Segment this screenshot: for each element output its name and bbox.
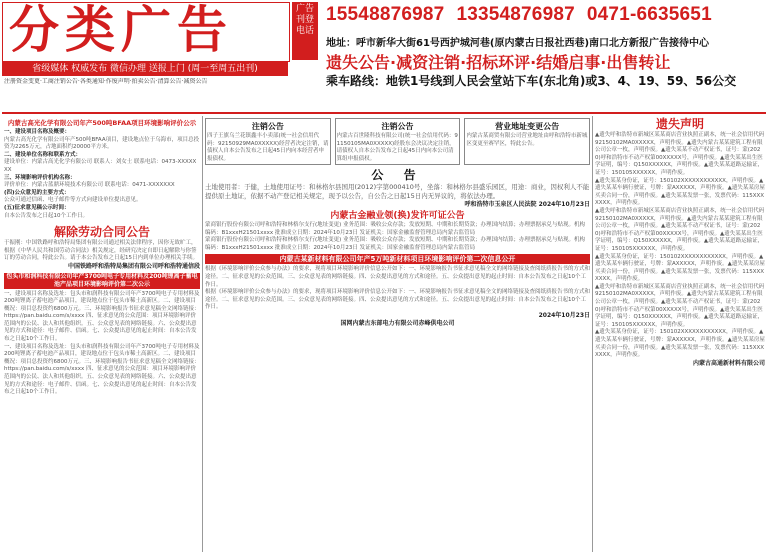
address-change-title: 营业地址变更公告 bbox=[495, 122, 560, 131]
lost-declaration-body: ▲遗失某某身份证，证号：150102XXXXXXXXXXXX，声明作废。▲遗失某某车辆行驶证，号牌：蒙AXXXXX，声明作废。▲遗失某某房屋买卖合同一份，声明作废。▲遗失某某发票一张，发票代码：115XXXXXXX，声明作废。 bbox=[595, 329, 765, 359]
slogan-bar: 省级媒体 权威发布 微信办理 送报上门 (周一至周五出刊) bbox=[2, 62, 288, 76]
services-line: 遗失公告·减资注销·招标环评·结婚启事·出售转让 bbox=[326, 53, 671, 72]
finance-license-title: 内蒙古金融业领(换)发许可证公告 bbox=[330, 210, 465, 221]
section-body: 评价单位：内蒙古蓝鼎环境技术有限公司 联系电话：0471-XXXXXXX bbox=[4, 182, 175, 189]
sub-note: 注册资金变更·工商注销公告·各类通知·作废声明·拍卖公告·清算公告·减资公告 bbox=[4, 78, 208, 85]
route-line: 乘车路线：地铁1号线到人民会堂站下车(东北角)或3、4、19、59、56公交 bbox=[326, 74, 737, 88]
header-rule bbox=[2, 112, 766, 114]
section-title: 二、建设单位名称和联系方式： bbox=[4, 151, 82, 158]
cancel-row bbox=[205, 116, 590, 167]
brand-box bbox=[2, 2, 290, 62]
section-title: 一、建设项目名称及概要： bbox=[4, 129, 71, 135]
cancel-notice-body: 四子王旗乌兰花镇鑫丰小卖部(统一社会信用代码：92150929MA0XXXXX)经营者决定注销，请债权人自本公告发布之日起45日内向本经营者申报债权。 bbox=[207, 133, 329, 162]
finance-license-body: 蒙商银行股份有限公司呼和浩特和林格尔支行(地址变更) 业务范围：吸收公众存款；发放短期、中期和长期贷款；办理国内结算；办理票据承兑与贴现。机构编码：B1xxxH21501xxxx 批准成立日期：2024年10月23日 发证机关：国家金融监督管理总局内蒙古监管局 bbox=[205, 237, 586, 251]
project-body: 一、建设项目名称及选址：包头市和润科技有限公司年产3700吨电子专用材料及200吨锂离子蓄电池产品项目，建设地点位于包头市稀土高新区。二、建设项目概况：项目总投资约6800万元。三、环境影响报告书征求意见稿全文网络链接：https://pan.baidu.com/s/xxxx 四、征求意见的公众范围：项目环境影响评价范围内的公民、法人和其他组织。五、公众意见表的网络链接。六、公众提出意见的方式和途径：电子邮件、信函。七、公众提出意见的起止时间：自本公告发布之日起10个工作日。 bbox=[4, 343, 200, 396]
lost-declaration-title: 遗失声明 bbox=[655, 117, 704, 131]
lost-declaration-body: ▲遗失某某身份证，证号：150102XXXXXXXXXXXX，声明作废。▲遗失某某车辆行驶证，号牌：蒙AXXXXX，声明作废。▲遗失某某房屋买卖合同一份，声明作废。▲遗失某某发票一张，发票代码：115XXXXXXX，声明作废。 bbox=[595, 177, 765, 207]
address-change-body: 内蒙古某商贸有限公司营业地址由呼和浩特市新城区变更至赛罕区，特此公告。 bbox=[466, 133, 588, 147]
eia-signature: 国网内蒙古东部电力有限公司赤峰供电公司 bbox=[340, 319, 455, 327]
lost-declaration-body: ▲遗失呼和浩特市新城区某某商店营业执照正副本，统一社会信用代码92150102MA0XXXXX，声明作废。▲遗失内蒙古某某建筑工程有限公司公章一枚，声明作废。▲遗失某某不动产权证书，证号：蒙(2020)呼和浩特市不动产权第00XXXXX号，声明作废。▲遗失某某出生医学证明，编号：Q150XXXXXX，声明作废。▲遗失某某道路运输证，证号：150105XXXXXX，声明作废。 bbox=[595, 283, 765, 328]
finance-license-body: 蒙商银行股份有限公司呼和浩特和林格尔支行(地址变更) 业务范围：吸收公众存款；发放短期、中期和长期贷款；办理国内结算；办理票据承兑与贴现。机构编码：B1xxxH21501xxxx 批准成立日期：2024年10月23日 发证机关：国家金融监督管理总局内蒙古监管局 bbox=[205, 221, 586, 236]
lost-declaration-body: ▲遗失呼和浩特市新城区某某商店营业执照正副本，统一社会信用代码92150102MA0XXXXX，声明作废。▲遗失内蒙古某某建筑工程有限公司公章一枚，声明作废。▲遗失某某不动产权证书，证号：蒙(2020)呼和浩特市不动产权第00XXXXX号，声明作废。▲遗失某某出生医学证明，编号：Q150XXXXXX，声明作废。▲遗失某某道路运输证，证号：150105XXXXXX，声明作废。 bbox=[595, 207, 765, 252]
announcement-signature: 呼和浩特市玉泉区人民法院 2024年10月23日 bbox=[464, 201, 590, 209]
section-body: 公众可通过信函、电子邮件等方式向建设单位提出意见。 bbox=[4, 197, 142, 204]
lost-declaration-body: ▲遗失呼和浩特市新城区某某商店营业执照正副本，统一社会信用代码92150102MA0XXXXX，声明作废。▲遗失内蒙古某某建筑工程有限公司公章一枚，声明作废。▲遗失某某不动产权证书，证号：蒙(2020)呼和浩特市不动产权第00XXXXX号，声明作废。▲遗失某某出生医学证明，编号：Q150XXXXXX，声明作废。▲遗失某某道路运输证，证号：150105XXXXXX，声明作废。 bbox=[595, 132, 765, 176]
cancel-notice-body: 内蒙古百世隆科技有限公司(统一社会信用代码：91150105MA0XXXXX)经股东会决议决定注销，请债权人自本公告发布之日起45日内向本公司清算组申报债权。 bbox=[336, 133, 458, 162]
address: 地址：呼市新华大街61号西护城河巷(原内蒙古日报社西巷)南口北方新报广告接待中心 bbox=[326, 38, 710, 49]
column-1 bbox=[4, 116, 200, 552]
column-divider bbox=[592, 116, 593, 552]
announcement-title: 公 告 bbox=[371, 168, 424, 183]
phone-2: 13354876987 bbox=[456, 4, 575, 25]
project-body: 一、建设项目名称及选址：包头市和润科技有限公司年产3700吨电子专用材料及200吨锂离子蓄电池产品项目，建设地点位于包头市稀土高新区。二、建设项目概况：项目总投资约6800万元。三、环境影响报告书征求意见稿全文网络链接：https://pan.baidu.com/s/xxxx 四、征求意见的公众范围：项目环境影响评价范围内的公民、法人和其他组织。五、公众意见表的网络链接。六、公众提出意见的方式和途径：电子邮件、信函。七、公众提出意见的起止时间：自本公告发布之日起10个工作日。 bbox=[4, 290, 200, 343]
eia-body: 根据《环境影响评价公众参与办法》的要求，现将项目环境影响评价信息公开如下：一、环境影响报告书征求意见稿全文的网络链接及查阅纸质报告书的方式和途径。二、征求意见的公众范围。三、公众意见表的网络链接。四、公众提出意见的方式和途径。五、公众提出意见的起止时间：自本公告发布之日起10个工作日。 bbox=[205, 289, 590, 311]
project-title: 包头市和润科技有限公司年产3700吨电子专用材料及200吨锂离子蓄电池产品项目环境影响评价第二次公示 bbox=[4, 273, 200, 289]
section-title: (五)征求意见稿公示时间： bbox=[4, 204, 70, 211]
phone-1: 15548876987 bbox=[326, 4, 445, 25]
column-divider bbox=[202, 116, 203, 552]
section-body: 建设单位：内蒙古高光化学有限公司 联系人：刘女士 联系电话：0473-XXXXXXX bbox=[4, 159, 197, 173]
phone-numbers bbox=[326, 4, 724, 26]
section-body: 内蒙古高光化学有限公司年产500吨BFAA项目，建设地点位于乌海市，项目总投资为2265万元，占地面积约20000平方米。 bbox=[4, 136, 200, 151]
project-intro-title: 内蒙古高光化学有限公司年产500吨BFAA项目环境影响评价公示 bbox=[7, 119, 197, 127]
eia-date: 2024年10月23日 bbox=[538, 311, 590, 319]
eia-title: 内蒙古某新材料有限公司年产5万吨新材料项目环境影响评价第二次信息公开 bbox=[205, 254, 590, 264]
labor-notice-signature: 中国铁路呼和浩特局集团有限公司呼和浩特通信段 bbox=[67, 262, 200, 270]
labor-notice-title: 解除劳动合同公告 bbox=[53, 225, 150, 240]
section-title: (四)公众意见的主要方式： bbox=[4, 189, 70, 196]
column-3 bbox=[595, 116, 765, 552]
labor-notice-body: 于振刚：中国铁路呼和浩特局集团有限公司通过相关法律程序，因你无故旷工，根据《中华人民共和国劳动合同法》相关规定，经研究决定自即日起解除与你签订的劳动合同，特此公告。请于本公告发布之日起15日内到单位办理相关手续。 bbox=[4, 240, 199, 262]
cancel-notice-title: 注销公告 bbox=[381, 122, 414, 131]
lost-declaration-body: ▲遗失某某身份证，证号：150102XXXXXXXXXXXX，声明作废。▲遗失某某车辆行驶证，号牌：蒙AXXXXX，声明作废。▲遗失某某房屋买卖合同一份，声明作废。▲遗失某某发票一张，发票代码：115XXXXXXX，声明作废。 bbox=[595, 253, 765, 283]
column-2 bbox=[205, 116, 590, 552]
cancel-notice-1 bbox=[205, 118, 331, 165]
announcement-body: 土地使用者：于健，土地使用证号：和林格尔县国用(2012)字第000410号，坐落：和林格尔县盛乐园区，用途：商业，因权利人不能提供原土地证，依据不动产登记相关规定，现予以公告，自公告之日起15日内无异议的，将依法办理。 bbox=[205, 183, 590, 201]
section-body: 自本公告发布之日起10个工作日。 bbox=[4, 212, 88, 219]
brand-title: 分类广告 bbox=[9, 0, 233, 59]
header bbox=[0, 0, 768, 108]
column-3-signature: 内蒙古高通新材料有限公司 bbox=[692, 359, 765, 367]
section-title: 三、环境影响评价机构名称： bbox=[4, 174, 76, 181]
eia-body: 根据《环境影响评价公众参与办法》的要求，现将项目环境影响评价信息公开如下：一、环境影响报告书征求意见稿全文的网络链接及查阅纸质报告书的方式和途径。二、征求意见的公众范围。三、公众意见表的网络链接。四、公众提出意见的方式和途径。五、公众提出意见的起止时间：自本公告发布之日起10个工作日。 bbox=[205, 266, 590, 288]
brand-side-label: 广告刊登电话 bbox=[292, 2, 318, 60]
phone-3: 0471-6635651 bbox=[586, 4, 712, 25]
cancel-notice-title: 注销公告 bbox=[251, 122, 284, 131]
address-change-notice bbox=[464, 118, 590, 165]
cancel-notice-2 bbox=[335, 118, 461, 165]
